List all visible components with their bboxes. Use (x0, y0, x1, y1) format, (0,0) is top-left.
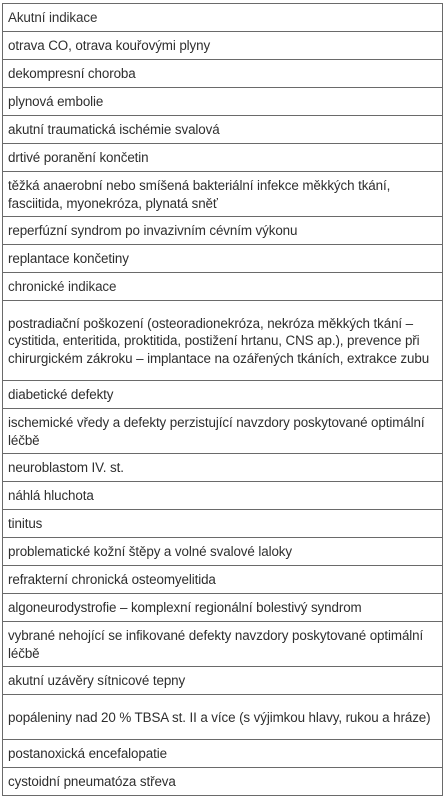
table-row (3, 454, 443, 482)
table-cell: ischemické vředy a defekty perzistující navzdory poskytované optimální léčbě (3, 409, 443, 454)
table-cell: plynová embolie (3, 88, 443, 116)
table-cell: diabetické defekty (3, 381, 443, 409)
table-cell: cystoidní pneumatóza střeva (3, 768, 443, 796)
table-row (3, 482, 443, 510)
table-row (3, 510, 443, 538)
table-cell: postanoxická encefalopatie (3, 740, 443, 768)
table-cell: drtivé poranění končetin (3, 144, 443, 172)
section-header-cell: Akutní indikace (3, 4, 443, 32)
indications-table (2, 3, 443, 796)
table-row (3, 88, 443, 116)
table-row (3, 667, 443, 695)
table-row (3, 60, 443, 88)
table-row (3, 566, 443, 594)
table-cell: akutní uzávěry sítnicové tepny (3, 667, 443, 695)
table-row-section-header (3, 4, 443, 32)
table-cell: akutní traumatická ischémie svalová (3, 116, 443, 144)
table-row-section-header (3, 273, 443, 301)
table-cell: neuroblastom IV. st. (3, 454, 443, 482)
table-cell: postradiační poškození (osteoradionekróza, nekróza měkkých tkání – cystitida, enteritida, proktitida, postižení hrtanu, CNS ap.), prevence při chirurgickém zákroku – implantace na ozářených tkáních, extrakce zubu (3, 301, 443, 381)
table-cell: problematické kožní štěpy a volné svalové laloky (3, 538, 443, 566)
table-cell: těžká anaerobní nebo smíšená bakteriální infekce měkkých tkání, fasciitida, myonekróza, plynatá sněť (3, 172, 443, 217)
table-cell: refrakterní chronická osteomyelitida (3, 566, 443, 594)
table-row (3, 622, 443, 667)
table-row (3, 301, 443, 381)
table-row (3, 144, 443, 172)
table-row (3, 116, 443, 144)
table-row (3, 594, 443, 622)
section-header-cell: chronické indikace (3, 273, 443, 301)
table-row (3, 381, 443, 409)
table-row (3, 245, 443, 273)
table-cell: replantace končetiny (3, 245, 443, 273)
table-cell: náhlá hluchota (3, 482, 443, 510)
table-row (3, 740, 443, 768)
table-row (3, 768, 443, 796)
table-row (3, 538, 443, 566)
table-cell: popáleniny nad 20 % TBSA st. II a více (s výjimkou hlavy, rukou a hráze) (3, 695, 443, 740)
table-cell: dekompresní choroba (3, 60, 443, 88)
table-row (3, 409, 443, 454)
table-cell: algoneurodystrofie – komplexní regionální bolestivý syndrom (3, 594, 443, 622)
table-row (3, 695, 443, 740)
table-row (3, 217, 443, 245)
table-cell: vybrané nehojící se infikované defekty navzdory poskytované optimální léčbě (3, 622, 443, 667)
indications-table-container (2, 3, 443, 796)
table-cell: tinitus (3, 510, 443, 538)
table-cell: otrava CO, otrava kouřovými plyny (3, 32, 443, 60)
table-cell: reperfúzní syndrom po invazivním cévním výkonu (3, 217, 443, 245)
table-row (3, 32, 443, 60)
table-row (3, 172, 443, 217)
